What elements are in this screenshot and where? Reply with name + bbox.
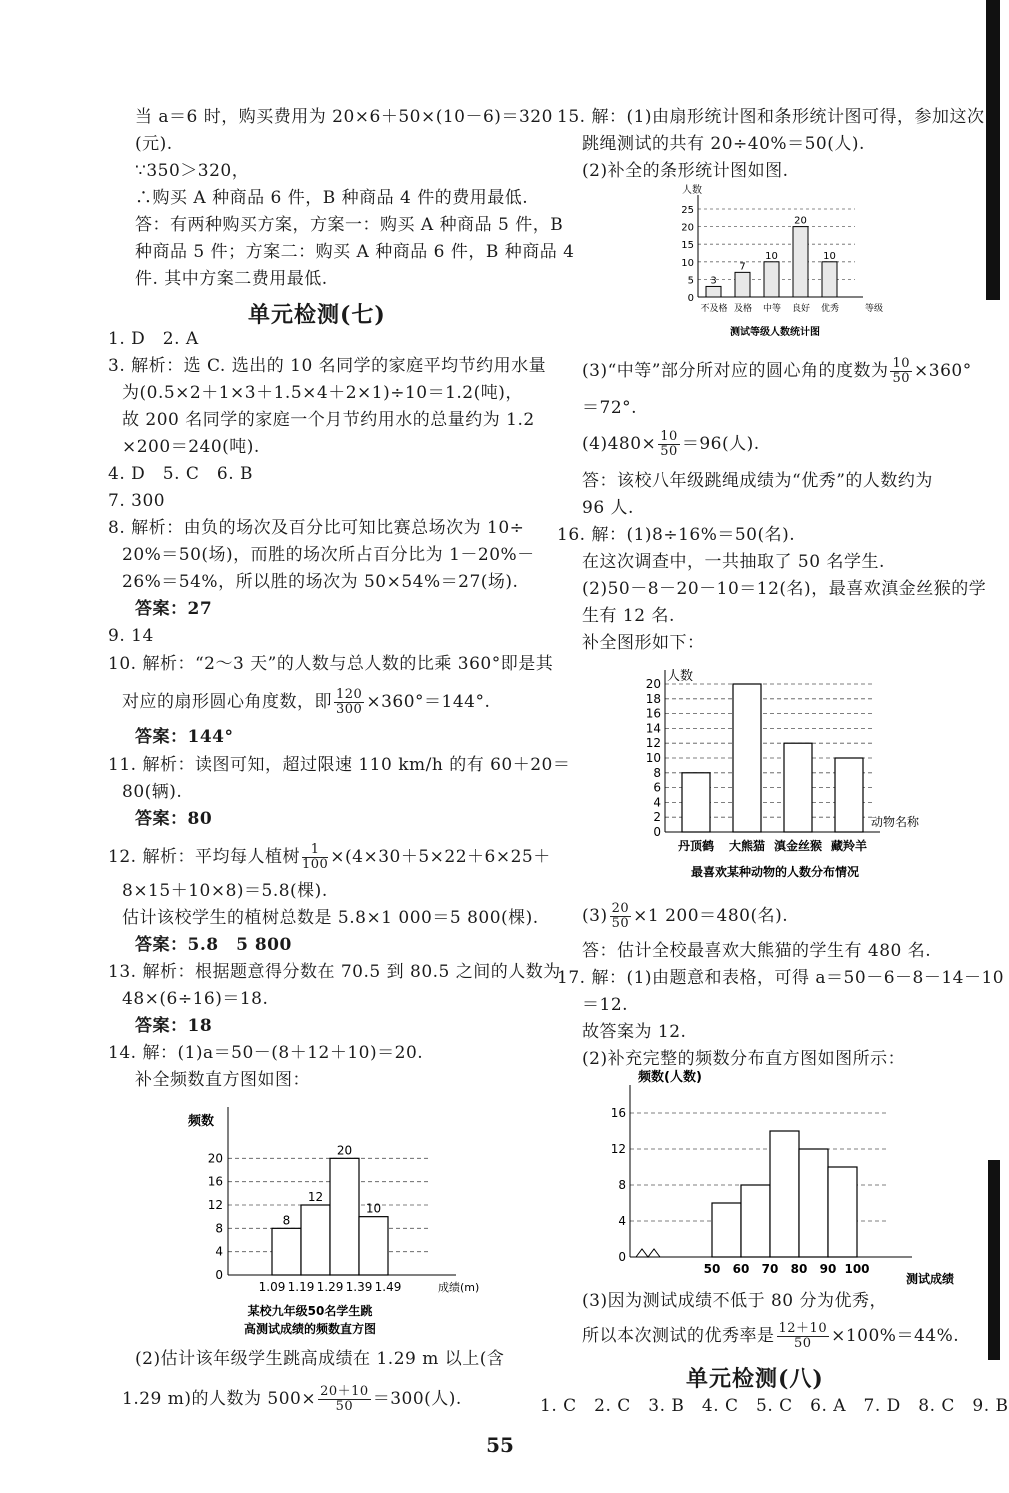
answer-line: 1. C 2. C 3. B 4. C 5. C 6. A 7. D 8. C 9. B <box>540 1396 1009 1416</box>
y-axis-label: 人数 <box>667 669 694 684</box>
fraction: $\frac{10}{50}$ <box>660 429 678 459</box>
y-axis-label: 频数 <box>188 1114 215 1129</box>
fraction: $\frac{1}{100}$ <box>301 842 329 872</box>
x-tick-label: 藏羚羊 <box>830 839 868 853</box>
y-tick-label: 12 <box>207 1198 223 1212</box>
bar <box>272 1228 301 1275</box>
answer-line: 答案：27 <box>135 599 213 619</box>
y-tick-label: 12 <box>645 736 661 751</box>
answer-line: 8. 解析：由负的场次及百分比可知比赛总场次为 10÷ <box>108 518 525 538</box>
answer-line: 9. 14 <box>108 626 154 646</box>
answer-line: 答：该校八年级跳绳成绩为“优秀”的人数约为 <box>582 471 933 491</box>
x-tick-label: 不及格 <box>700 304 728 314</box>
text-line: ∴购买 A 种商品 6 件，B 种商品 4 件的费用最低. <box>135 188 529 208</box>
bar <box>784 743 812 832</box>
y-tick-label: 2 <box>653 810 661 825</box>
answer-line: 1.29 m)的人数为 500× $\frac{20+10}{50}$ ＝300(人). <box>122 1384 462 1414</box>
answer-line: 12. 解析：平均每人植树 $\frac{1}{100}$ ×(4×30＋5×22＋6×25＋ <box>108 842 551 872</box>
y-axis-label: 频数(人数) <box>638 1070 702 1085</box>
answer-line: (3)因为测试成绩不低于 80 分为优秀， <box>582 1291 888 1311</box>
page-edge-shadow <box>988 1160 1000 1360</box>
x-tick-label: 良好 <box>791 304 811 314</box>
text-line: 种商品 5 件；方案二：购买 A 种商品 6 件，B 种商品 4 <box>135 242 575 262</box>
bar <box>741 1185 770 1257</box>
bar <box>735 272 750 297</box>
bar-chart-test-grades <box>670 185 884 345</box>
y-tick-label: 5 <box>687 275 694 287</box>
chart-title: 最喜欢某种动物的人数分布情况 <box>690 865 860 879</box>
y-tick-label: 20 <box>645 677 661 691</box>
answer-line: 答案：144° <box>135 727 234 747</box>
x-tick-label: 1.49 <box>374 1280 402 1294</box>
answer-line: 对应的扇形圆心角度数，即 $\frac{120}{300}$ ×360°＝144°. <box>122 687 491 717</box>
text-line: 件. 其中方案二费用最低. <box>135 269 328 289</box>
x-axis-label: 动物名称 <box>870 815 920 829</box>
bar <box>682 773 710 832</box>
x-tick-label: 及格 <box>733 304 753 314</box>
x-tick-label: 90 <box>819 1262 837 1276</box>
bar <box>799 1149 828 1257</box>
y-axis-label: 人数 <box>682 185 702 196</box>
answer-line: 故 200 名同学的家庭一个月节约用水的总量约为 1.2 <box>122 410 535 430</box>
y-tick-label: 4 <box>215 1244 223 1259</box>
answer-line: 所以本次测试的优秀率是 $\frac{12+10}{50}$ ×100%＝44%. <box>582 1321 960 1351</box>
answer-line: (2)50－8－20－10＝12(名)，最喜欢滇金丝猴的学 <box>582 579 987 599</box>
text-line: 答：有两种购买方案，方案一：购买 A 种商品 5 件，B <box>135 215 564 235</box>
y-tick-label: 25 <box>681 205 694 216</box>
data-label: 20 <box>336 1143 353 1158</box>
bar <box>706 286 721 297</box>
bar <box>770 1131 799 1257</box>
answer-line: 11. 解析：读图可知，超过限速 110 km/h 的有 60＋20＝ <box>108 755 571 775</box>
answer-line: ＝72°. <box>582 398 638 418</box>
bar <box>828 1167 857 1257</box>
section-heading: 单元检测(八) <box>686 1366 824 1392</box>
answer-line: 15. 解：(1)由扇形统计图和条形统计图可得，参加这次 <box>557 107 985 127</box>
section-heading: 单元检测(七) <box>248 302 386 328</box>
answer-line: 补全图形如下： <box>582 633 705 653</box>
y-tick-label: 16 <box>645 706 661 721</box>
answer-line: 7. 300 <box>108 491 166 511</box>
answer-line: 补全频数直方图如图： <box>135 1070 310 1090</box>
bar <box>793 227 808 297</box>
x-tick-label: 丹顶鹤 <box>677 839 715 853</box>
x-tick-label: 1.29 <box>316 1280 344 1294</box>
answer-line: 48×(6÷16)＝18. <box>122 989 269 1009</box>
data-label: 10 <box>365 1201 382 1216</box>
answer-line: 跳绳测试的共有 20÷40%＝50(人). <box>582 134 865 154</box>
answer-line: 答案：18 <box>135 1016 213 1036</box>
data-label: 10 <box>765 250 778 262</box>
x-tick-label: 优秀 <box>820 304 840 314</box>
y-tick-label: 4 <box>653 795 661 810</box>
answer-line: 答案：5.8 5 800 <box>135 935 292 955</box>
x-axis-label: 测试成绩 <box>905 1272 955 1286</box>
answer-line: (3) $\frac{20}{50}$ ×1 200＝480(名). <box>582 901 789 931</box>
histogram-high-jump <box>180 1092 480 1342</box>
answer-line: 答案：80 <box>135 809 213 829</box>
y-tick-label: 16 <box>610 1106 626 1120</box>
y-tick-label: 20 <box>207 1151 223 1166</box>
y-tick-label: 6 <box>653 780 661 795</box>
y-tick-label: 16 <box>207 1174 223 1189</box>
fraction: $\frac{12+10}{50}$ <box>778 1321 828 1351</box>
y-tick-label: 10 <box>681 257 694 269</box>
answer-line: (2)补充完整的频数分布直方图如图所示： <box>582 1049 906 1069</box>
bar <box>712 1203 741 1257</box>
x-tick-label: 60 <box>732 1262 750 1276</box>
answer-line: (4)480× $\frac{10}{50}$ ＝96(人). <box>582 429 760 459</box>
y-tick-label: 0 <box>618 1250 626 1264</box>
answer-line: 估计该校学生的植树总数是 5.8×1 000＝5 800(棵). <box>122 908 539 928</box>
bar-chart-favorite-animals <box>630 660 920 885</box>
answer-line: (3)“中等”部分所对应的圆心角的度数为 $\frac{10}{50}$ ×360° <box>582 356 972 386</box>
x-tick-label: 1.39 <box>345 1280 373 1294</box>
answer-line: 17. 解：(1)由题意和表格，可得 a＝50－6－8－14－10 <box>557 968 1005 988</box>
x-tick-label: 滇金丝猴 <box>773 839 823 853</box>
bar <box>822 262 837 297</box>
y-tick-label: 4 <box>618 1214 626 1228</box>
bar <box>330 1158 359 1275</box>
fraction: $\frac{10}{50}$ <box>892 356 911 386</box>
answer-line: 生有 12 名. <box>582 606 675 626</box>
y-tick-label: 8 <box>215 1221 223 1236</box>
data-label: 20 <box>794 215 807 227</box>
text-line: (元). <box>135 134 173 154</box>
axis-break <box>636 1249 660 1257</box>
answer-line: 在这次调查中，一共抽取了 50 名学生. <box>582 552 885 572</box>
y-tick-label: 0 <box>687 293 694 304</box>
x-tick-label: 80 <box>790 1262 808 1276</box>
x-axis-label: 等级 <box>865 304 884 314</box>
bar <box>733 684 761 832</box>
data-label: 7 <box>739 261 746 273</box>
histogram-test-scores <box>610 1070 970 1286</box>
answer-line: ×200＝240(吨). <box>122 437 260 457</box>
answer-line: 80(辆). <box>122 782 183 802</box>
y-tick-label: 10 <box>645 751 661 765</box>
answer-line: ＝12. <box>582 995 629 1015</box>
y-tick-label: 14 <box>645 721 661 736</box>
answer-line: 13. 解析：根据题意得分数在 70.5 到 80.5 之间的人数为 <box>108 962 561 982</box>
x-tick-label: 50 <box>703 1262 721 1276</box>
page-number: 55 <box>486 1433 514 1457</box>
answer-line: 26%＝54%，所以胜的场次为 50×54%＝27(场). <box>122 572 519 592</box>
answer-line: 为(0.5×2＋1×3＋1.5×4＋2×1)÷10＝1.2(吨)， <box>122 383 523 403</box>
answer-line: 1. D 2. A <box>108 329 199 349</box>
answer-line: 10. 解析：“2～3 天”的人数与总人数的比乘 360°即是其 <box>108 654 554 674</box>
y-tick-label: 0 <box>653 825 661 839</box>
y-tick-label: 8 <box>618 1178 626 1192</box>
x-tick-label: 1.09 <box>258 1280 286 1294</box>
answer-line: 8×15＋10×8)＝5.8(棵). <box>122 881 328 901</box>
bar <box>764 262 779 297</box>
y-tick-label: 0 <box>215 1268 223 1282</box>
fraction: $\frac{20}{50}$ <box>611 901 630 931</box>
y-tick-label: 20 <box>681 222 694 234</box>
answer-line: (2)补全的条形统计图如图. <box>582 161 789 181</box>
x-tick-label: 中等 <box>762 304 782 314</box>
answer-line: 20%＝50(场)，而胜的场次所占百分比为 1－20%－ <box>122 545 535 565</box>
y-tick-label: 18 <box>645 691 661 706</box>
text-line: ∵350＞320， <box>135 161 250 181</box>
text-line: 当 a＝6 时，购买费用为 20×6＋50×(10－6)＝320 <box>135 107 553 127</box>
y-tick-label: 8 <box>653 765 661 780</box>
data-label: 3 <box>710 275 717 287</box>
x-tick-label: 100 <box>844 1262 870 1276</box>
answer-line: (2)估计该年级学生跳高成绩在 1.29 m 以上(含 <box>135 1349 505 1369</box>
x-axis-label: 成绩(m) <box>438 1281 480 1294</box>
x-tick-label: 大熊猫 <box>728 839 766 853</box>
chart-title: 高测试成绩的频数直方图 <box>243 1322 377 1336</box>
answer-line: 答：估计全校最喜欢大熊猫的学生有 480 名. <box>582 941 932 961</box>
answer-line: 16. 解：(1)8÷16%＝50(名). <box>557 525 796 545</box>
chart-title: 测试等级人数统计图 <box>730 327 820 338</box>
bar <box>359 1217 388 1275</box>
fraction: $\frac{120}{300}$ <box>336 687 363 717</box>
bar <box>301 1205 330 1275</box>
answer-line: 故答案为 12. <box>582 1022 687 1042</box>
page-edge-shadow <box>986 0 1000 300</box>
chart-title: 某校九年级50名学生跳 <box>247 1304 373 1318</box>
x-tick-label: 70 <box>761 1262 779 1276</box>
y-tick-label: 12 <box>610 1142 626 1156</box>
data-label: 10 <box>823 250 836 262</box>
answer-line: 3. 解析：选 C. 选出的 10 名同学的家庭平均节约用水量 <box>108 356 547 376</box>
answer-line: 14. 解：(1)a＝50－(8＋12＋10)＝20. <box>108 1043 424 1063</box>
x-tick-label: 1.19 <box>287 1280 315 1294</box>
y-tick-label: 15 <box>681 240 694 252</box>
answer-line: 96 人. <box>582 498 634 518</box>
answer-line: 4. D 5. C 6. B <box>108 464 254 484</box>
data-label: 12 <box>307 1190 324 1204</box>
bar <box>835 758 863 832</box>
data-label: 8 <box>282 1213 291 1228</box>
fraction: $\frac{20+10}{50}$ <box>320 1384 369 1414</box>
